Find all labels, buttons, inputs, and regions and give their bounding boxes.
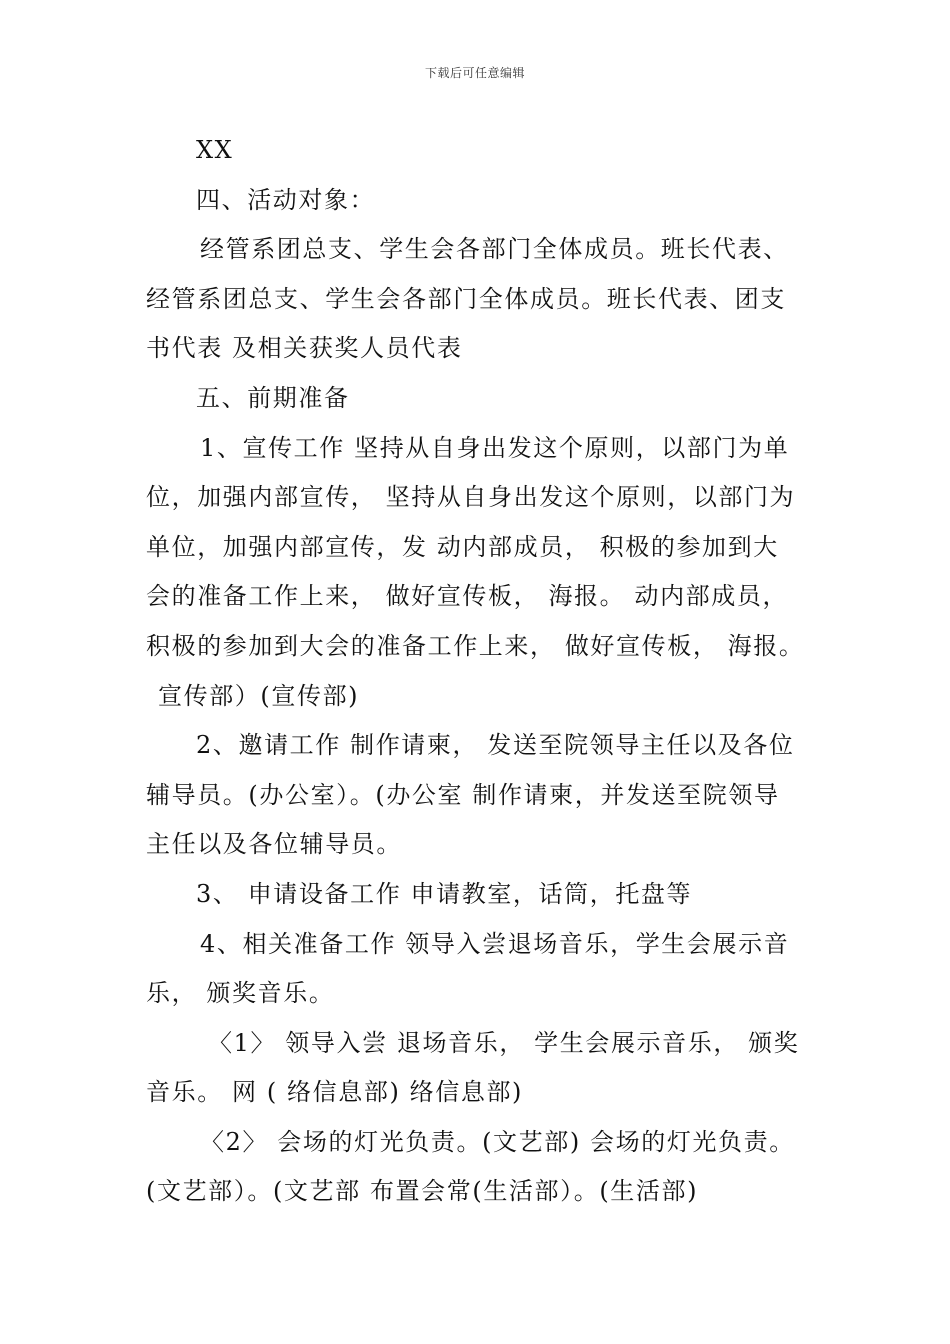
paragraph-line: 书代表 及相关获奖人员代表 — [146, 334, 463, 363]
text-line: XX — [196, 136, 234, 164]
section-heading: 四、活动对象： — [196, 185, 376, 214]
paragraph-line: 1、宣传工作 坚持从自身出发这个原则，以部门为单 — [200, 433, 790, 462]
paragraph-line: 积极的参加到大会的准备工作上来， 做好宣传板， 海报。 — [146, 631, 805, 660]
paragraph-line: 位，加强内部宣传， 坚持从自身出发这个原则，以部门为 — [146, 483, 796, 512]
paragraph-line: 2、邀请工作 制作请柬， 发送至院领导主任以及各位 — [196, 731, 795, 760]
paragraph-line: 宣传部）(宣传部) — [158, 681, 360, 710]
section-heading: 五、前期准备 — [196, 383, 350, 412]
paragraph-line: 主任以及各位辅导员。 — [146, 830, 402, 859]
paragraph-line: 音乐。 网 ( 络信息部) 络信息部) — [146, 1078, 524, 1107]
download-note: 下载后可任意编辑 — [424, 66, 525, 80]
document-body — [146, 126, 814, 1217]
paragraph-line: 辅导员。(办公室）。(办公室 制作请柬，并发送至院领导 — [146, 780, 780, 809]
paragraph-line: 〈1〉 领导入尝 退场音乐， 学生会展示音乐， 颁奖 — [208, 1028, 800, 1057]
paragraph-line: 经管系团总支、学生会各部门全体成员。班长代表、 — [200, 235, 789, 264]
paragraph-line: 〈2〉 会场的灯光负责。(文艺部) 会场的灯光负责。 — [200, 1127, 795, 1156]
paragraph-line: 乐， 颁奖音乐。 — [146, 979, 335, 1008]
paragraph-line: 会的准备工作上来， 做好宣传板， 海报。 动内部成员， — [146, 582, 789, 611]
paragraph-line: (文艺部）。(文艺部 布置会常(生活部）。(生活部) — [146, 1177, 699, 1206]
paragraph-line: 经管系团总支、学生会各部门全体成员。班长代表、团支 — [146, 284, 786, 313]
paragraph-line: 单位，加强内部宣传，发 动内部成员， 积极的参加到大 — [146, 532, 779, 561]
paragraph-line: 3、 申请设备工作 申请教室，话筒，托盘等 — [196, 879, 693, 908]
paragraph-line: 4、相关准备工作 领导入尝退场音乐，学生会展示音 — [200, 929, 790, 958]
